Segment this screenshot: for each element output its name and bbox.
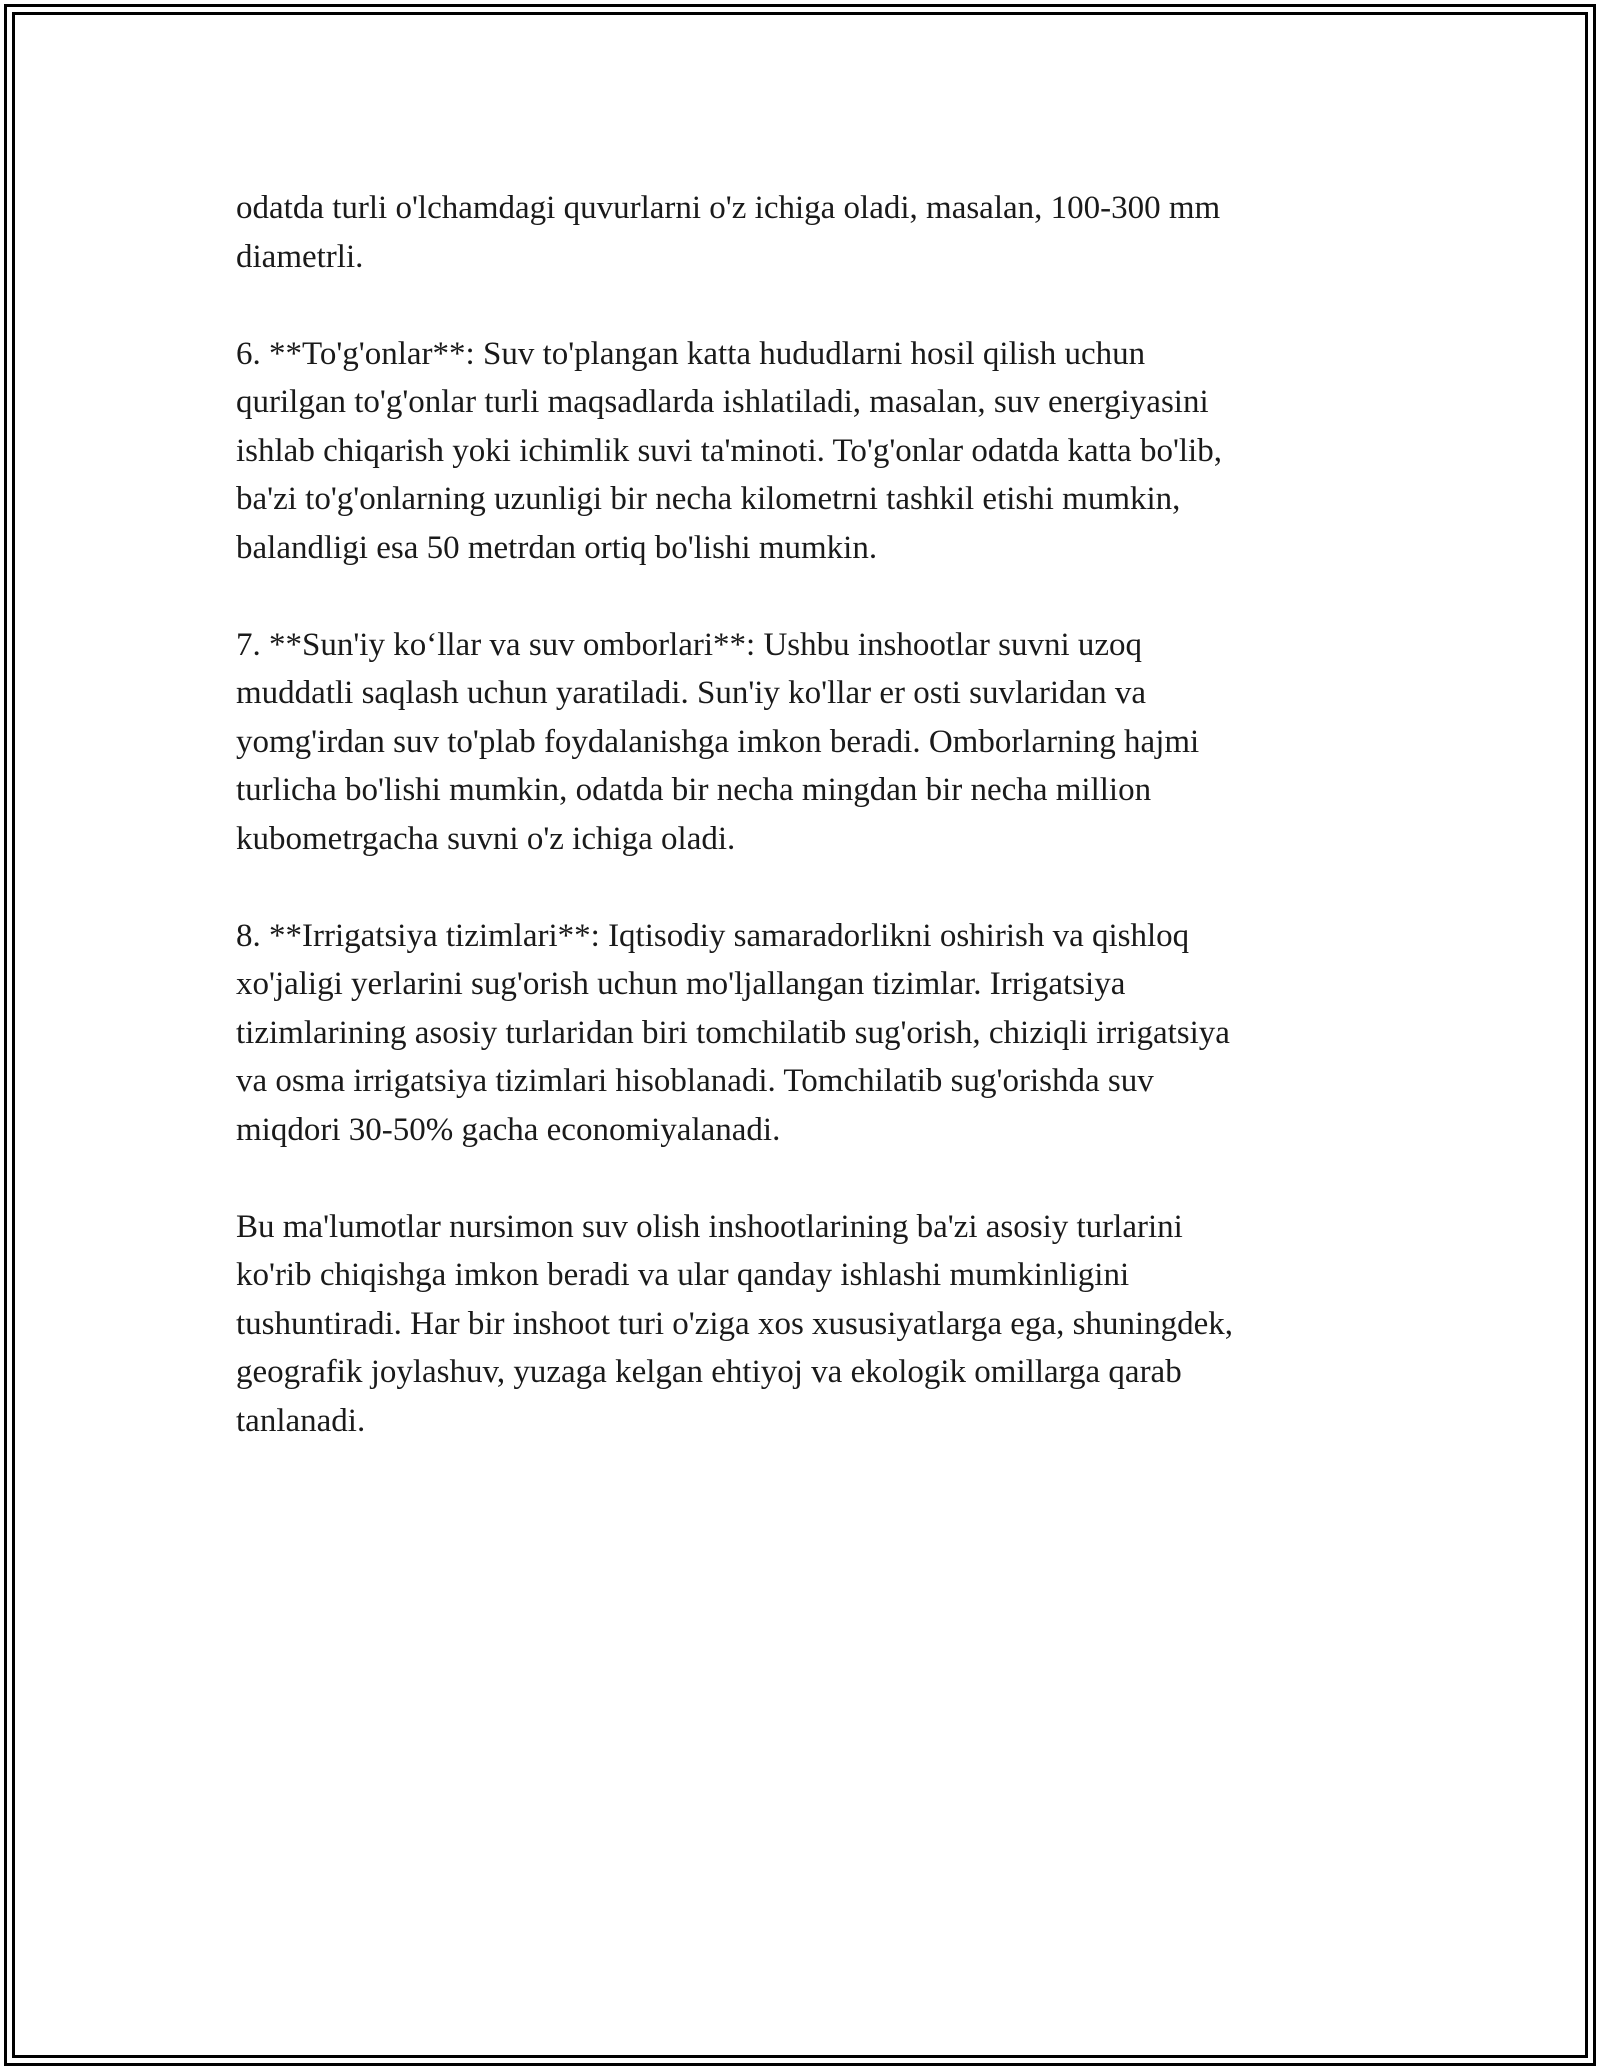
text-line: 7. **Sun'iy ko‘llar va suv omborlari**: Ushbu inshootlar suvni uzoq: [236, 626, 1143, 663]
text-line: ba'zi to'g'onlarning uzunligi bir necha kilometrni tashkil etishi mumkin,: [236, 481, 1181, 517]
document-body: [236, 184, 1376, 1494]
text-line: 6. **To'g'onlar**: Suv to'plangan katta hududlarni hosil qilish uchun: [236, 335, 1146, 372]
text-line: tushuntiradi. Har bir inshoot turi o'ziga xos xususiyatlarga ega, shuningdek,: [236, 1305, 1234, 1342]
text-line: xo'jaligi yerlarini sug'orish uchun mo'ljallangan tizimlar. Irrigatsiya: [236, 966, 1126, 1002]
paragraph-irrigation: [236, 912, 1376, 1155]
text-line: kubometrgacha suvni o'z ichiga oladi.: [236, 820, 736, 857]
text-line: qurilgan to'g'onlar turli maqsadlarda ishlatiladi, masalan, suv energiyasini: [236, 384, 1209, 420]
text-line: muddatli saqlash uchun yaratiladi. Sun'iy ko'llar er osti suvlaridan va: [236, 675, 1147, 711]
paragraph-conclusion: [236, 1203, 1376, 1446]
text-line: ko'rib chiqishga imkon beradi va ular qanday ishlashi mumkinligini: [236, 1257, 1130, 1293]
text-line: 8. **Irrigatsiya tizimlari**: Iqtisodiy samaradorlikni oshirish va qishloq: [236, 917, 1190, 954]
text-line: ishlab chiqarish yoki ichimlik suvi ta'minoti. To'g'onlar odatda katta bo'lib,: [236, 432, 1222, 469]
text-line: va osma irrigatsiya tizimlari hisoblanadi. Tomchilatib sug'orishda suv: [236, 1063, 1154, 1099]
text-line: tanlanadi.: [236, 1402, 366, 1439]
paragraph-pipes-continued: [236, 184, 1376, 281]
text-line: turlicha bo'lishi mumkin, odatda bir necha mingdan bir necha million: [236, 772, 1152, 808]
text-line: yomg'irdan suv to'plab foydalanishga imkon beradi. Omborlarning hajmi: [236, 723, 1200, 760]
text-line: balandligi esa 50 metrdan ortiq bo'lishi mumkin.: [236, 529, 878, 566]
text-line: tizimlarining asosiy turlaridan biri tomchilatib sug'orish, chiziqli irrigatsiya: [236, 1014, 1230, 1051]
text-line: geografik joylashuv, yuzaga kelgan ehtiyoj va ekologik omillarga qarab: [236, 1354, 1182, 1390]
text-line: diametrli.: [236, 238, 364, 275]
text-line: Bu ma'lumotlar nursimon suv olish inshootlarining ba'zi asosiy turlarini: [236, 1208, 1183, 1245]
text-line: odatda turli o'lchamdagi quvurlarni o'z ichiga oladi, masalan, 100-300 mm: [236, 190, 1221, 226]
text-line: miqdori 30-50% gacha economiyalanadi.: [236, 1111, 781, 1148]
paragraph-reservoirs: [236, 621, 1376, 864]
paragraph-dams: [236, 330, 1376, 573]
